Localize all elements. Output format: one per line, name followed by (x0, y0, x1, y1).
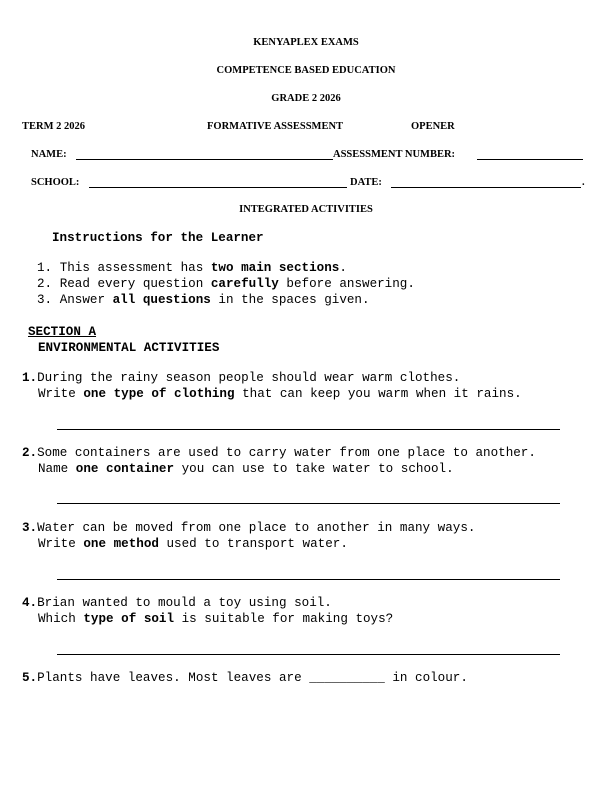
answer-line-4[interactable] (57, 654, 560, 655)
assessment-number-label: ASSESSMENT NUMBER: (333, 149, 456, 160)
instruction-item: 3. Answer all questions in the spaces given. (37, 293, 370, 307)
instruction-item: 1. This assessment has two main sections. (37, 261, 347, 275)
school-field[interactable] (89, 177, 347, 188)
opener-label: OPENER (411, 121, 455, 132)
answer-line-1[interactable] (57, 429, 560, 430)
term-label: TERM 2 2026 (22, 121, 85, 132)
question-5: 5.Plants have leaves. Most leaves are __________ in colour. (22, 671, 468, 685)
question-1: 1.During the rainy season people should wear warm clothes. (22, 371, 461, 385)
answer-blank-5[interactable]: __________ (309, 671, 385, 685)
question-2: 2.Some containers are used to carry water from one place to another. (22, 446, 536, 460)
school-label: SCHOOL: (31, 177, 80, 188)
assessment-number-field[interactable] (477, 149, 583, 160)
answer-line-3[interactable] (57, 579, 560, 580)
instructions-title: Instructions for the Learner (52, 231, 264, 245)
question-2-prompt: Name one container you can use to take water to school. (38, 462, 454, 476)
assessment-type: FORMATIVE ASSESSMENT (207, 121, 344, 132)
name-field[interactable] (76, 149, 333, 160)
exam-org: KENYAPLEX EXAMS (253, 37, 359, 48)
instruction-item: 2. Read every question carefully before answering. (37, 277, 415, 291)
exam-program: COMPETENCE BASED EDUCATION (216, 65, 396, 76)
date-label: DATE: (350, 177, 382, 188)
subject-title: INTEGRATED ACTIVITIES (239, 204, 373, 215)
question-4: 4.Brian wanted to mould a toy using soil. (22, 596, 332, 610)
answer-line-2[interactable] (57, 503, 560, 504)
question-1-prompt: Write one type of clothing that can keep you warm when it rains. (38, 387, 522, 401)
date-field-end: . (582, 177, 585, 188)
question-4-prompt: Which type of soil is suitable for making toys? (38, 612, 394, 626)
date-field[interactable] (391, 177, 581, 188)
question-3-prompt: Write one method used to transport water. (38, 537, 348, 551)
section-title: ENVIRONMENTAL ACTIVITIES (38, 341, 220, 355)
section-label: SECTION A (28, 325, 97, 339)
question-3: 3.Water can be moved from one place to another in many ways. (22, 521, 476, 535)
exam-grade: GRADE 2 2026 (271, 93, 341, 104)
name-label: NAME: (31, 149, 67, 160)
